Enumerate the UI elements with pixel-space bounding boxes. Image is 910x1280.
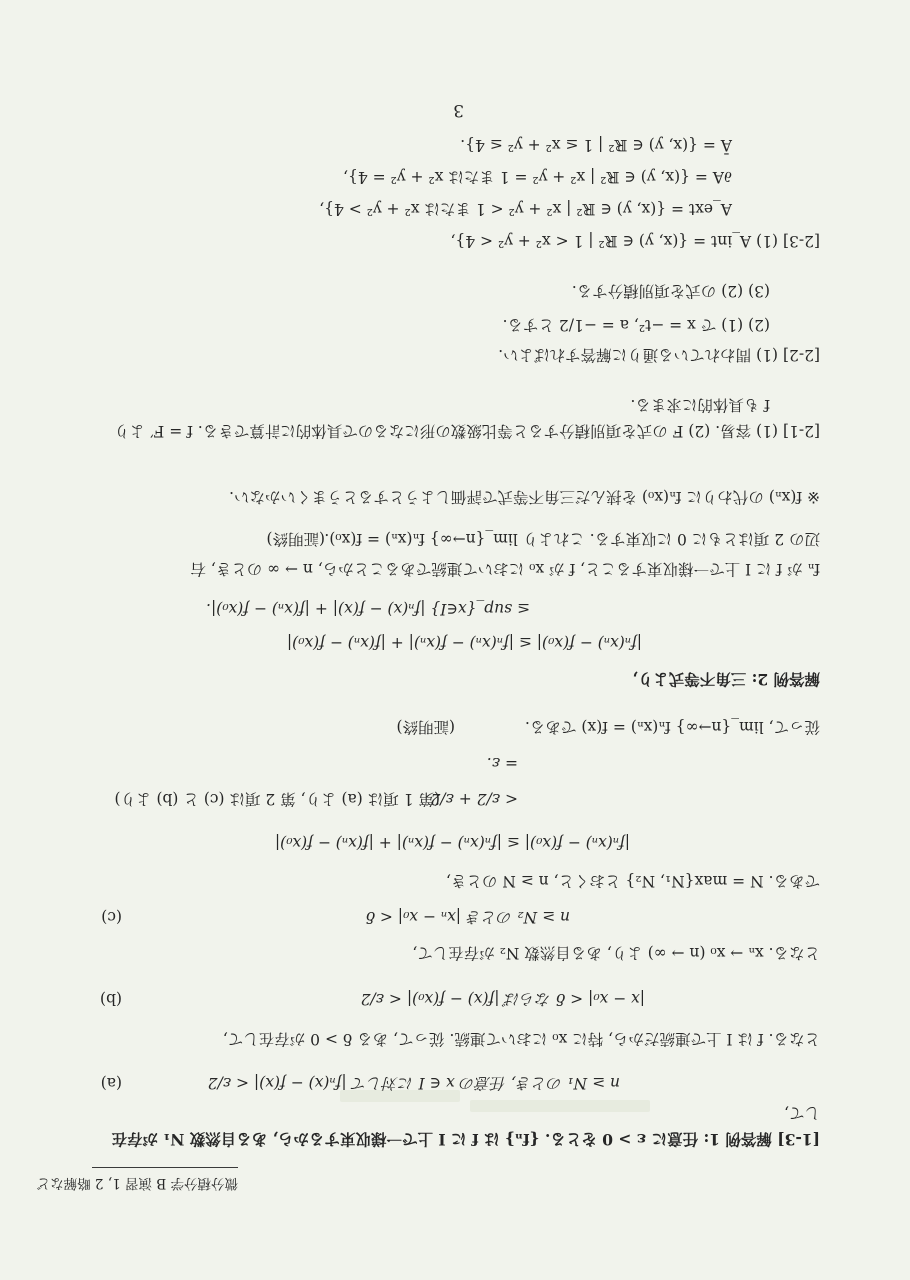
equation: |fₙ(xₙ) − f(x₀)| ≤ |fₙ(xₙ) − f(xₙ)| + |f(xₙ) − f(x₀)| xyxy=(286,634,642,652)
line: (3) (2) の式を項別積分する. xyxy=(571,282,770,300)
equation: |fₙ(xₙ) − f(x₀)| ≤ |fₙ(xₙ) − f(xₙ)| + |f(xₙ) − f(x₀)| xyxy=(274,834,630,852)
equation: |x − x₀| < δ ならば |f(x) − f(x₀)| < ε/2 xyxy=(360,990,645,1008)
line: 解答例 2: 三角不等式より, xyxy=(632,670,820,689)
line: fₙ が f に I 上で一様収束すること, f が x₀ において連続であることから, n → ∞ のとき, 右 xyxy=(190,560,820,578)
line: 従って, lim_{n→∞} fₙ(xₙ) = f(x) である. xyxy=(525,718,820,736)
qed-tag: (証明終) xyxy=(266,530,325,548)
header-rule xyxy=(92,1167,238,1168)
page-number: 3 xyxy=(453,100,464,120)
line: [1-3] 解答例 1: 任意に ε > 0 をとる. {fₙ} は f に I 上で一様収束するから, ある自然数 N₁ が存在 xyxy=(111,1130,820,1149)
page-header: 微分積分学 B 演習 1, 2 略解など xyxy=(36,1175,238,1191)
equation-tag: (c) xyxy=(101,908,122,926)
line: f も具体的に求まる. xyxy=(630,396,770,414)
equation-tag: (b) xyxy=(99,990,122,1008)
line: [2-2] (1) 問われている通りに解答すればよい. xyxy=(498,346,820,364)
line: ∂A = {(x, y) ∈ ℝ² | x² + y² = 1 または x² + y² = 4}, xyxy=(343,168,732,186)
line: [2-3] (1) A_int = {(x, y) ∈ ℝ² | 1 < x² + y² < 4}, xyxy=(450,232,820,250)
line: Ā = {(x, y) ∈ ℝ² | 1 ≤ x² + y² ≤ 4}. xyxy=(460,136,732,154)
line: となる. xₙ → x₀ (n → ∞) より, ある自然数 N₂ が存在して, xyxy=(412,944,820,962)
equation: = ε. xyxy=(486,754,518,772)
line: となる. f は I 上で連続だから, 特に x₀ において連続. 従って, ある δ > 0 が存在して, xyxy=(222,1030,820,1048)
line: (2) (1) で x = −t², a = −1/2 とする. xyxy=(502,316,770,334)
line: して, xyxy=(784,1104,820,1122)
equation: n ≥ N₁ のとき, 任意の x ∈ I に対して |fₙ(x) − f(x)| < ε/2 xyxy=(207,1074,620,1092)
note-line: ※ f(xₙ) の代わりに fₙ(x₀) を挟んだ三角不等式で評価しようとするとうまくいかない. xyxy=(229,488,820,506)
equation: < ε/2 + ε/2 xyxy=(430,790,518,808)
equation: n ≥ N₂ のとき |xₙ − x₀| < δ xyxy=(365,908,570,926)
equation-note: (第 1 項は (a) より, 第 2 項は (c) と (b) より) xyxy=(114,790,440,808)
equation: ≤ sup_{x∈I} |fₙ(x) − f(x)| + |f(xₙ) − f(x₀)|. xyxy=(206,600,530,618)
line: A_ext = {(x, y) ∈ ℝ² | x² + y² < 1 または x² + y² > 4}, xyxy=(319,200,732,218)
line: [2-1] (1) 容易. (2) F の式を項別積分すると等比級数の形になるので具体的に計算できる. f = F′ より xyxy=(114,422,820,440)
equation-tag: (a) xyxy=(100,1074,122,1092)
line: である. N = max{N₁, N₂} とおくと, n ≥ N のとき, xyxy=(445,872,820,890)
qed-tag: (証明終) xyxy=(396,718,455,736)
line: 辺の 2 項はともに 0 に収束する. これより lim_{n→∞} fₙ(xₙ) = f(x₀). xyxy=(324,530,820,548)
